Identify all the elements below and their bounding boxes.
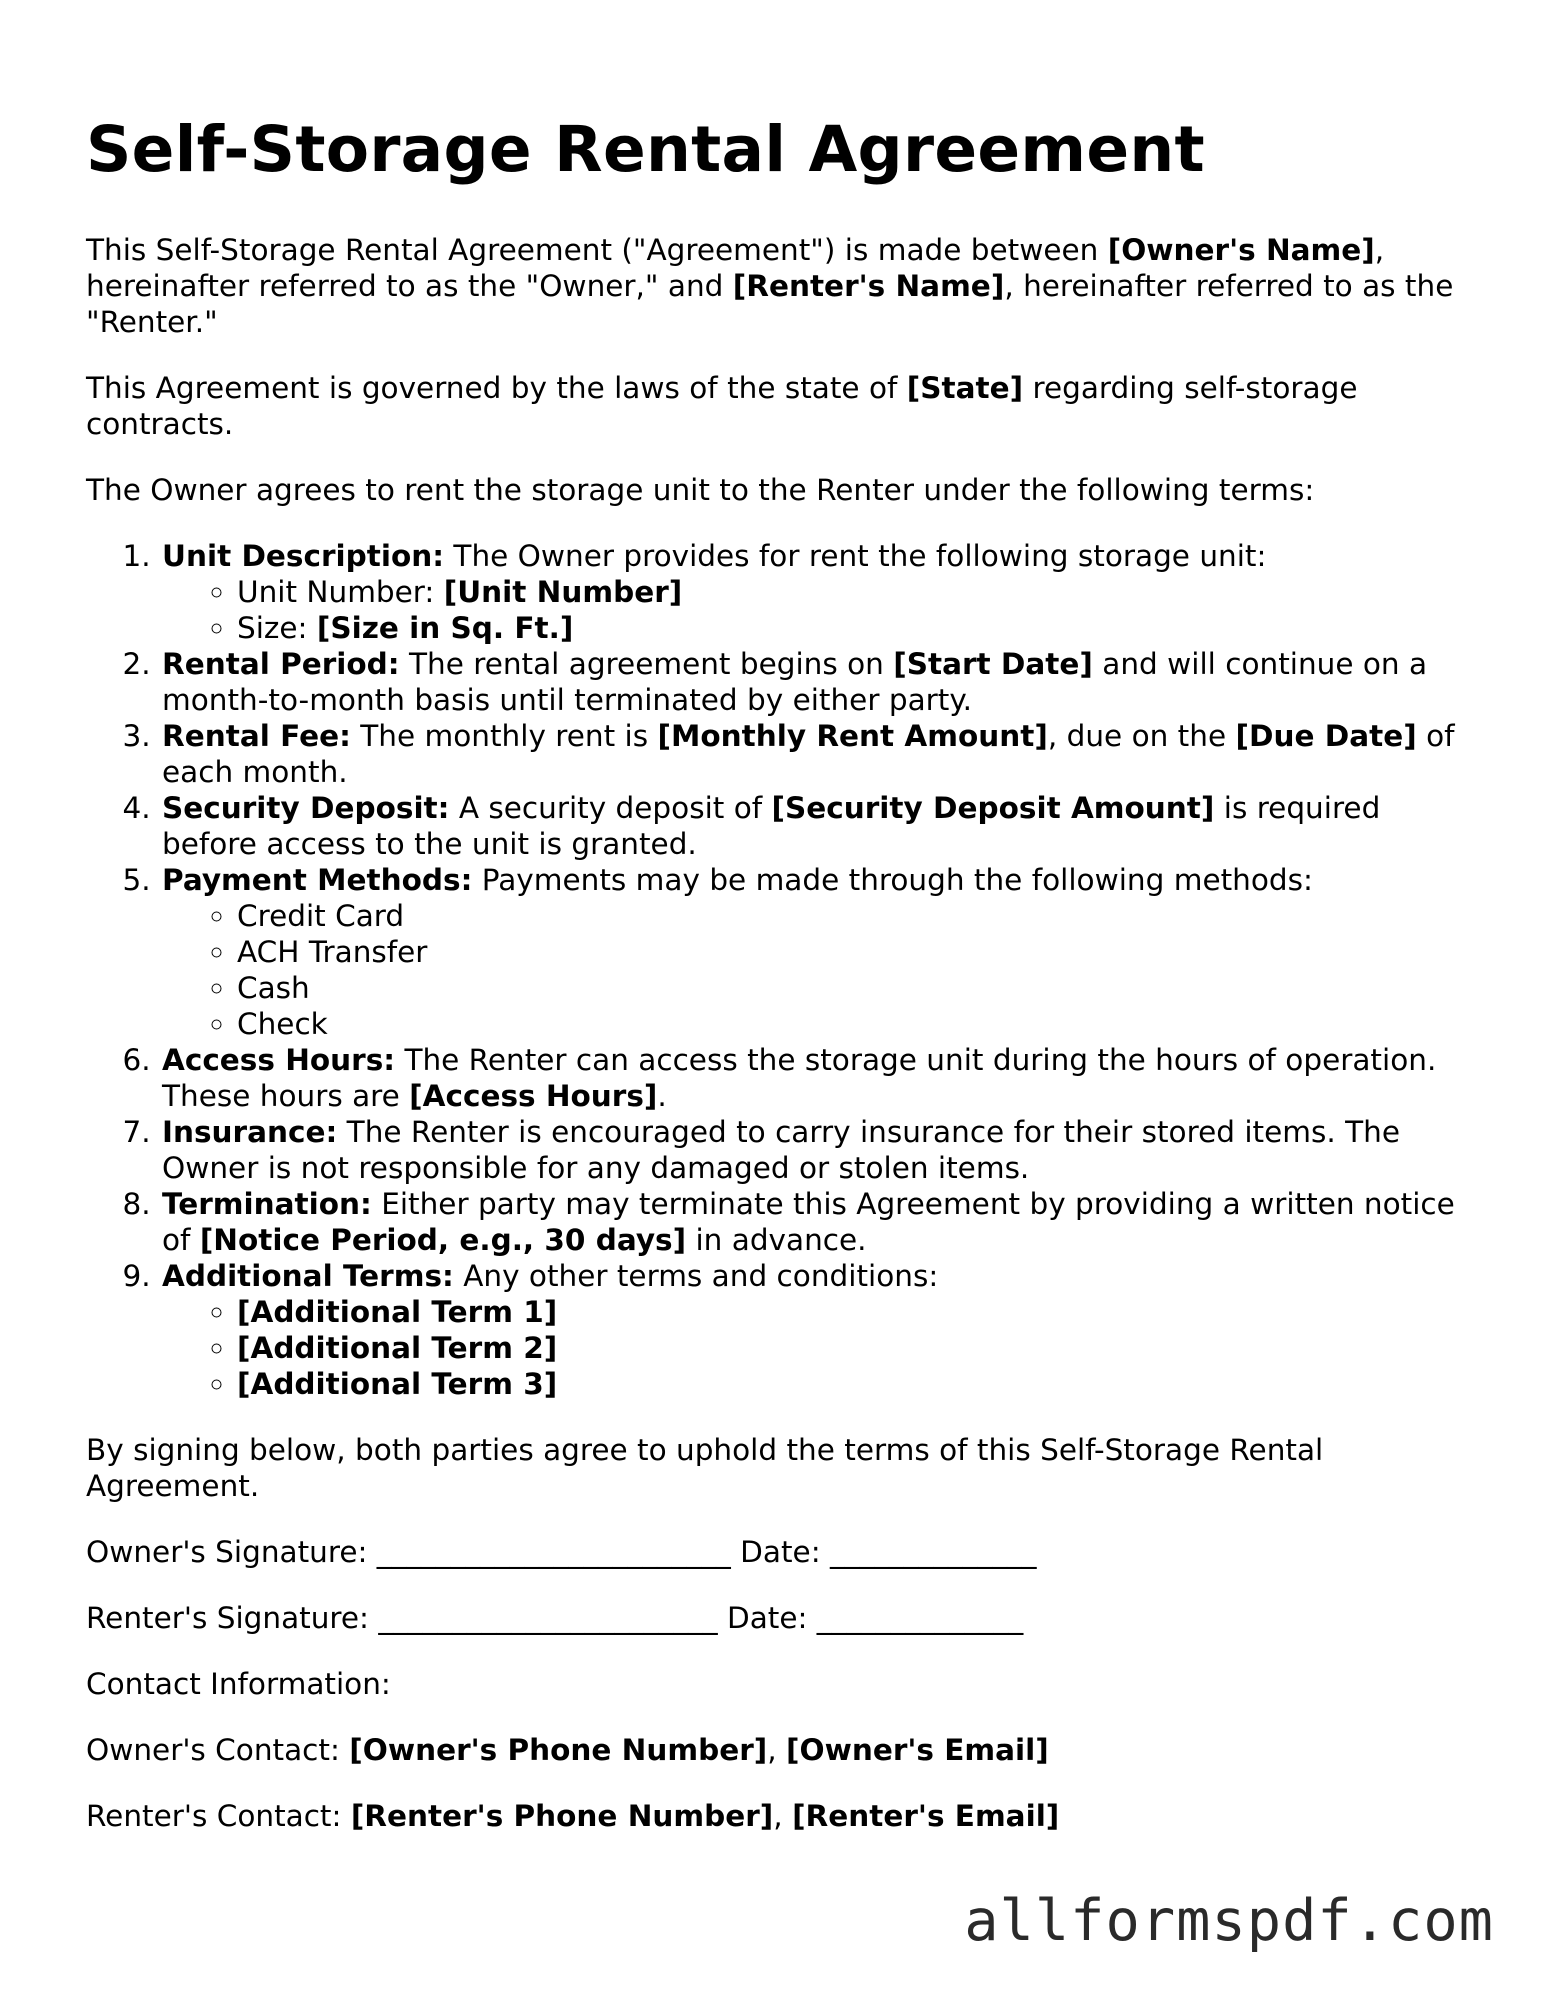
contact-heading: Contact Information: (86, 1667, 391, 1701)
owner-signature-line[interactable]: Owner's Signature: ________________________ Date: ______________ (86, 1535, 1037, 1569)
term-heading: Rental Period: (162, 647, 400, 681)
payment-methods-list (162, 898, 1466, 1042)
term-text: The Owner provides for rent the following storage unit: (444, 539, 1267, 573)
list-item: ◦ Check (237, 1006, 1466, 1042)
term-additional-terms (160, 1258, 1466, 1402)
terms-lead-paragraph: The Owner agrees to rent the storage unit to the Renter under the following terms: (86, 473, 1315, 507)
list-item (237, 574, 1466, 610)
page-title: Self-Storage Rental Agreement (86, 113, 1205, 186)
separator: , (767, 1733, 787, 1767)
intro-text-3: , hereinafter referred to as the "Renter." (86, 269, 1454, 339)
renter-name-placeholder: [Renter's Name] (732, 269, 1005, 303)
additional-term-placeholder: [Additional Term 2] (237, 1331, 558, 1365)
unit-size-label: Size: (237, 611, 317, 645)
list-item: ◦ Cash (237, 970, 1466, 1006)
list-item (237, 610, 1466, 646)
list-item (237, 1294, 1466, 1330)
renter-contact-line (86, 1798, 1466, 1834)
closing-paragraph: By signing below, both parties agree to uphold the terms of this Self-Storage Rental Agreement. (86, 1433, 1324, 1503)
term-text: The monthly rent is (350, 719, 658, 753)
intro-paragraph (86, 232, 1466, 340)
term-text: A security deposit of (449, 791, 772, 825)
term-payment-methods (160, 862, 1466, 1042)
additional-term-placeholder: [Additional Term 3] (237, 1367, 558, 1401)
term-text: The Renter is encouraged to carry insurance for their stored items. The Owner is not responsible for any damaged or stolen items. (162, 1115, 1400, 1185)
renter-phone-placeholder: [Renter's Phone Number] (350, 1799, 774, 1833)
renter-signature-line[interactable]: Renter's Signature: _______________________ Date: ______________ (86, 1601, 1024, 1635)
term-heading: Termination: (162, 1187, 372, 1221)
owner-contact-label: Owner's Contact: (86, 1733, 350, 1767)
term-heading: Unit Description: (162, 539, 445, 573)
term-heading: Additional Terms: (162, 1259, 454, 1293)
list-item: ◦ Credit Card (237, 898, 1466, 934)
list-item: ◦ ACH Transfer (237, 934, 1466, 970)
governing-text-2: regarding self-storage contracts. (86, 371, 1358, 441)
term-rental-fee (160, 718, 1466, 790)
term-text: The rental agreement begins on (399, 647, 894, 681)
term-text: is required before access to the unit is granted. (162, 791, 1381, 861)
term-text: . (657, 1079, 667, 1113)
list-item (237, 1330, 1466, 1366)
term-heading: Payment Methods: (162, 863, 473, 897)
owner-contact-line (86, 1732, 1466, 1768)
unit-number-label: Unit Number: (237, 575, 444, 609)
term-text: in advance. (686, 1223, 867, 1257)
term-text: Either party may terminate this Agreement by providing a written notice of (162, 1187, 1455, 1257)
owner-name-placeholder: [Owner's Name] (1107, 233, 1375, 267)
governing-text-1: This Agreement is governed by the laws of the state of (86, 371, 907, 405)
state-placeholder: [State] (906, 371, 1024, 405)
due-date-placeholder: [Due Date] (1235, 719, 1417, 753)
start-date-placeholder: [Start Date] (893, 647, 1093, 681)
owner-phone-placeholder: [Owner's Phone Number] (349, 1733, 768, 1767)
additional-terms-list (162, 1294, 1466, 1402)
unit-number-placeholder: [Unit Number] (443, 575, 683, 609)
intro-text-1: This Self-Storage Rental Agreement ("Agreement") is made between (86, 233, 1108, 267)
term-heading: Insurance: (162, 1115, 338, 1149)
term-heading: Security Deposit: (162, 791, 450, 825)
separator: , (773, 1799, 793, 1833)
unit-details-list (162, 574, 1466, 646)
access-hours-placeholder: [Access Hours] (409, 1079, 658, 1113)
agreement-document (86, 96, 1466, 1864)
term-text: The Renter can access the storage unit during the hours of operation. These hours are (162, 1043, 1437, 1113)
governing-law-paragraph (86, 370, 1466, 442)
renter-email-placeholder: [Renter's Email] (792, 1799, 1060, 1833)
owner-email-placeholder: [Owner's Email] (786, 1733, 1049, 1767)
term-text: and will continue on a month-to-month basis until terminated by either party. (162, 647, 1428, 717)
monthly-rent-placeholder: [Monthly Rent Amount] (657, 719, 1048, 753)
unit-size-placeholder: [Size in Sq. Ft.] (316, 611, 574, 645)
site-watermark: allformspdf.com (964, 1888, 1494, 1954)
term-heading: Rental Fee: (162, 719, 351, 753)
term-access-hours (160, 1042, 1466, 1114)
renter-contact-label: Renter's Contact: (86, 1799, 351, 1833)
deposit-amount-placeholder: [Security Deposit Amount] (771, 791, 1215, 825)
additional-term-placeholder: [Additional Term 1] (237, 1295, 558, 1329)
term-text: , due on the (1047, 719, 1236, 753)
term-security-deposit (160, 790, 1466, 862)
term-text: of each month. (162, 719, 1455, 789)
term-termination (160, 1186, 1466, 1258)
term-heading: Access Hours: (162, 1043, 396, 1077)
term-unit-description (160, 538, 1466, 646)
term-text: Any other terms and conditions: (453, 1259, 939, 1293)
intro-text-2: , hereinafter referred to as the "Owner," and (86, 233, 1385, 303)
term-text: Payments may be made through the following methods: (472, 863, 1313, 897)
term-rental-period (160, 646, 1466, 718)
term-insurance (160, 1114, 1466, 1186)
notice-period-placeholder: [Notice Period, e.g., 30 days] (199, 1223, 687, 1257)
list-item (237, 1366, 1466, 1402)
terms-list (86, 538, 1466, 1402)
